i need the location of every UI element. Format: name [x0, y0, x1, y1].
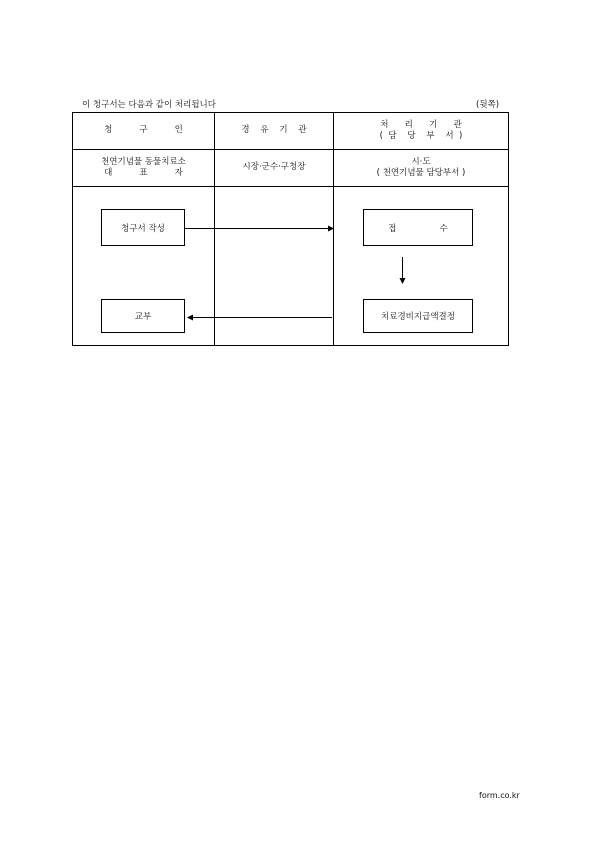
- step-write-claim: 청구서 작성: [101, 209, 185, 246]
- intermediary-party: 시장·군수·구청장: [242, 162, 306, 172]
- applicant-party: 천연기념물 동물치료소 대 표 자: [101, 157, 186, 178]
- column-header-applicant: 청 구 인: [104, 125, 183, 135]
- column-header-processor: 처 리 기 관 ( 담 당 부 서 ): [379, 120, 463, 141]
- step-deliver: 교부: [101, 299, 185, 333]
- footer-source: form.co.kr: [479, 791, 520, 800]
- processor-party: 시·도 ( 천연기념물 담당부서 ): [376, 157, 466, 178]
- step-receipt: 접 수: [363, 209, 473, 246]
- process-notice: 이 청구서는 다음과 같이 처리됩니다: [82, 100, 216, 110]
- page-side-label: (뒷쪽): [476, 100, 500, 110]
- step-decide-amount: 치료경비지급액결정: [363, 299, 473, 333]
- column-header-intermediary: 경 유 기 관: [241, 125, 307, 135]
